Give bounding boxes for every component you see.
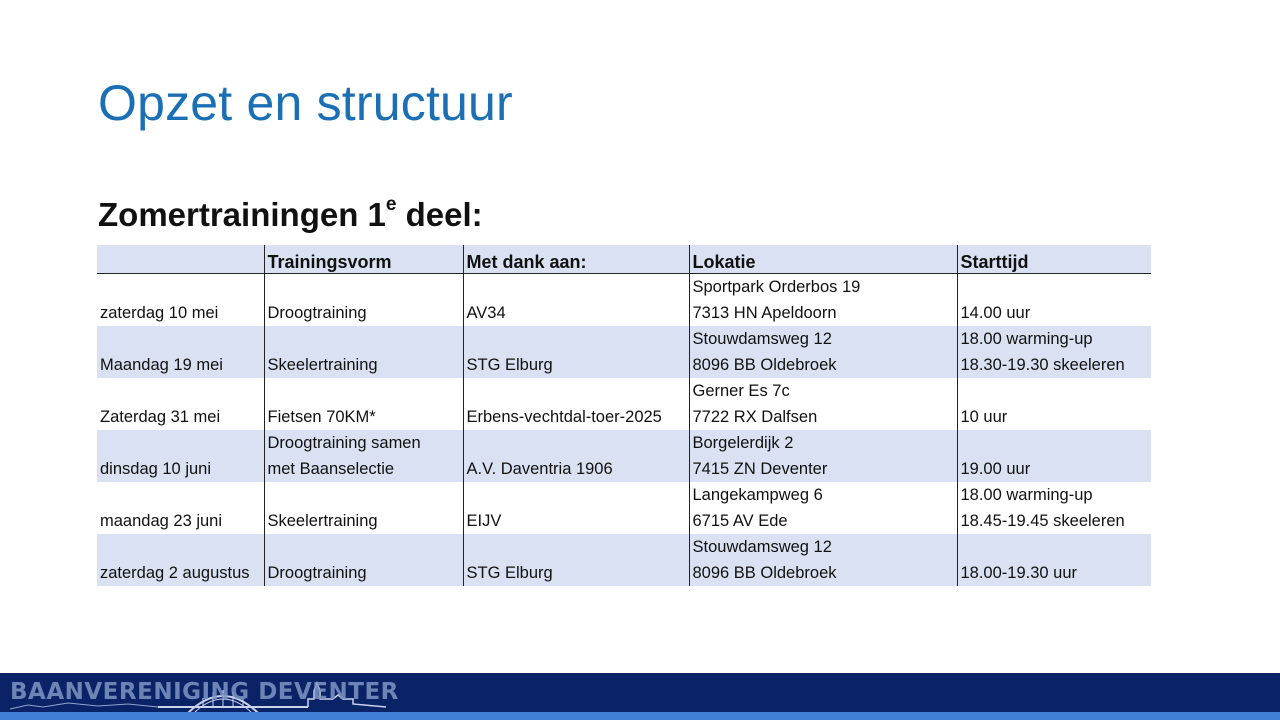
slide-title: Opzet en structuur [98,75,513,131]
cell-line: Stouwdamsweg 12 [692,330,832,348]
footer-logo-text: BAANVERENIGING DEVENTER [10,679,399,705]
cell-line: 14.00 uur [960,304,1031,322]
cell-line: Skeelertraining [267,512,378,530]
cell-line: 7313 HN Apeldoorn [692,304,837,322]
cell-met-dank-aan: STG Elburg [463,326,689,378]
cell-line: Droogtraining [267,564,367,582]
cell-line: 7415 ZN Deventer [692,460,828,478]
cell-starttijd [957,274,1151,327]
cell-line [268,326,460,352]
table-row [97,534,1151,586]
cell-lokatie [689,378,957,430]
cell-line: Droogtraining samen [267,434,421,452]
header-date [97,245,264,274]
subtitle-superscript: e [385,194,397,215]
cell-line [268,378,460,404]
table-row [97,378,1151,430]
cell-line [961,430,1149,456]
cell-trainingsvorm [264,274,463,327]
cell-met-dank-aan: Erbens-vechtdal-toer-2025 [463,378,689,430]
cell-trainingsvorm [264,326,463,378]
cell-trainingsvorm [264,482,463,534]
cell-starttijd [957,430,1151,482]
cell-met-dank-aan: EIJV [463,482,689,534]
cell-line [268,274,460,300]
cell-trainingsvorm [264,430,463,482]
table-row [97,482,1151,534]
cell-line: 8096 BB Oldebroek [692,564,837,582]
cell-line: 6715 AV Ede [692,512,788,530]
cell-lokatie [689,430,957,482]
cell-line [961,274,1149,300]
cell-line: 19.00 uur [960,460,1031,478]
cell-date: dinsdag 10 juni [97,430,264,482]
cell-line [961,534,1149,560]
header-met-dank-aan: Met dank aan: [463,245,689,274]
cell-line: 18.30-19.30 skeeleren [960,356,1125,374]
cell-line: Fietsen 70KM* [267,408,376,426]
cell-met-dank-aan: STG Elburg [463,534,689,586]
cell-line: Sportpark Orderbos 19 [692,278,861,296]
slide-subtitle [98,196,483,234]
cell-date: maandag 23 juni [100,512,223,530]
cell-line: Langekampweg 6 [692,486,823,504]
cell-starttijd [957,482,1151,534]
cell-date: Maandag 19 mei [97,326,264,378]
cell-line: 18.00-19.30 uur [960,564,1078,582]
cell-date: zaterdag 2 augustus [97,534,264,586]
cell-starttijd [957,378,1151,430]
table-row [97,274,1151,327]
cell-line [268,482,460,508]
cell-trainingsvorm [264,378,463,430]
cell-line: met Baanselectie [267,460,395,478]
cell-lokatie [689,482,957,534]
cell-line: 10 uur [960,408,1008,426]
cell-lokatie [689,274,957,327]
cell-line: Borgelerdijk 2 [692,434,794,452]
cell-date: zaterdag 10 mei [100,304,219,322]
footer-banner [0,673,1280,720]
cell-line: 18.00 warming-up [960,486,1093,504]
table-row [97,326,1151,378]
cell-date: Zaterdag 31 mei [100,408,221,426]
subtitle-main: Zomertrainingen 1 [98,196,386,233]
header-trainingsvorm: Trainingsvorm [264,245,463,274]
cell-line: 8096 BB Oldebroek [692,356,837,374]
cell-line: 7722 RX Dalfsen [692,408,818,426]
cell-met-dank-aan: A.V. Daventria 1906 [463,430,689,482]
header-lokatie: Lokatie [689,245,957,274]
cell-lokatie [689,326,957,378]
cell-line: Stouwdamsweg 12 [692,538,832,556]
cell-line [268,534,460,560]
table-header-row [97,245,1151,274]
cell-line [961,378,1149,404]
cell-line: 18.45-19.45 skeeleren [960,512,1125,530]
cell-met-dank-aan: AV34 [463,274,689,327]
cell-line: Skeelertraining [267,356,378,374]
cell-line: 18.00 warming-up [960,330,1093,348]
cell-line: Droogtraining [267,304,367,322]
cell-starttijd [957,534,1151,586]
cell-trainingsvorm [264,534,463,586]
cell-starttijd [957,326,1151,378]
training-schedule-table [97,245,1151,586]
table-row [97,430,1151,482]
cell-lokatie [689,534,957,586]
subtitle-end: deel: [396,196,483,233]
cell-line: Gerner Es 7c [692,382,790,400]
header-starttijd: Starttijd [957,245,1151,274]
footer-stripe [0,712,1280,720]
